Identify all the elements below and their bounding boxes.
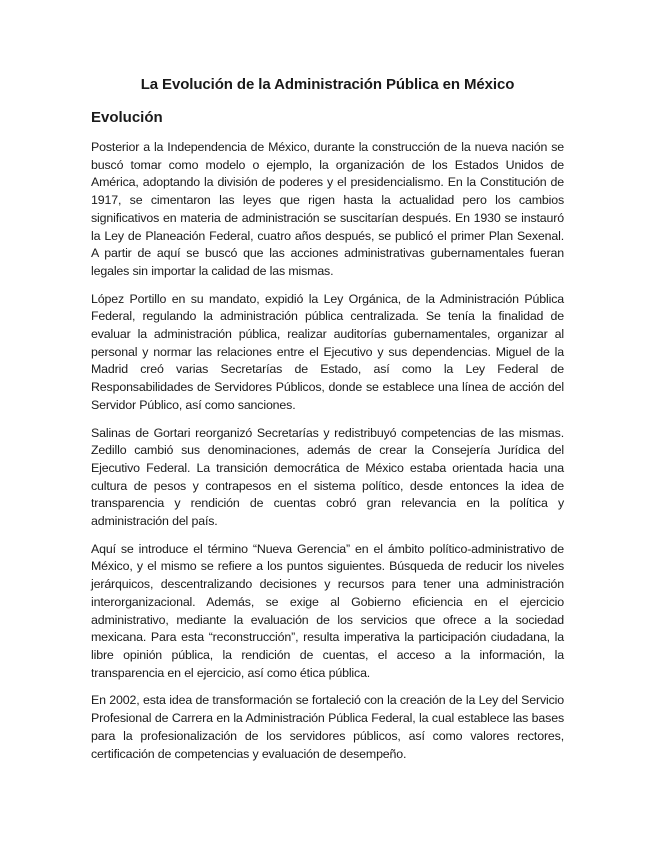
paragraph: López Portillo en su mandato, expidió la Ley Orgánica, de la Administración Pública Federal, regulando la administración pública centralizada. Se tenía la finalidad de evaluar la administración pública, realizar auditorías gubernamentales, organizar al personal y normar las relaciones entre el Ejecutivo y sus dependencias. Miguel de la Madrid creó varias Secretarías de Estado, así como la Ley Federal de Responsabilidades de Servidores Públicos, donde se establece una línea de acción del Servidor Público, así como sanciones. bbox=[91, 291, 564, 412]
section-heading: Evolución bbox=[91, 109, 163, 126]
paragraph: Salinas de Gortari reorganizó Secretarías y redistribuyó competencias de las mismas. Zedillo cambió sus denominaciones, además de crear la Consejería Jurídica del Ejecutivo Federal. La transición democrática de México estaba orientada hacia una cultura de pesos y contrapesos en el sistema político, desde entonces la idea de transparencia y rendición de cuentas cobró gran relevancia en la política y administración del país. bbox=[91, 425, 564, 529]
paragraph: Aquí se introduce el término “Nueva Gerencia” en el ámbito político-administrativo de México, y el mismo se refiere a los puntos siguientes. Búsqueda de reducir los niveles jerárquicos, descentralizando decisiones y recursos para tener una administración interorganizacional. Además, se exige al Gobierno eficiencia en el ejercicio administrativo, mediante la evaluación de los servicios que ofrece a la sociedad mexicana. Para esta “reconstrucción”, resulta imperativa la participación ciudadana, la libre opinión pública, la rendición de cuentas, el acceso a la información, la transparencia en el ejercicio, así como ética pública. bbox=[91, 541, 564, 680]
document-title: La Evolución de la Administración Pública en México bbox=[140, 76, 515, 93]
paragraph: En 2002, esta idea de transformación se fortaleció con la creación de la Ley del Servicio Profesional de Carrera en la Administración Pública Federal, la cual establece las bases para la profesionalización de los servidores públicos, así como valores rectores, certificación de competencias y evaluación de desempeño. bbox=[91, 693, 564, 761]
paragraph: Posterior a la Independencia de México, durante la construcción de la nueva nación se buscó tomar como modelo o ejemplo, la organización de los Estados Unidos de América, adoptando la división de poderes y el presidencialismo. En la Constitución de 1917, se cimentaron las leyes que rigen hasta la actualidad pero los cambios significativos en materia de administración se suscitarían después. En 1930 se instauró la Ley de Planeación Federal, cuatro años después, se publicó el primer Plan Sexenal. A partir de aquí se buscó que las acciones administrativas gubernamentales fueran legales sin importar la calidad de las mismas. bbox=[91, 140, 564, 278]
